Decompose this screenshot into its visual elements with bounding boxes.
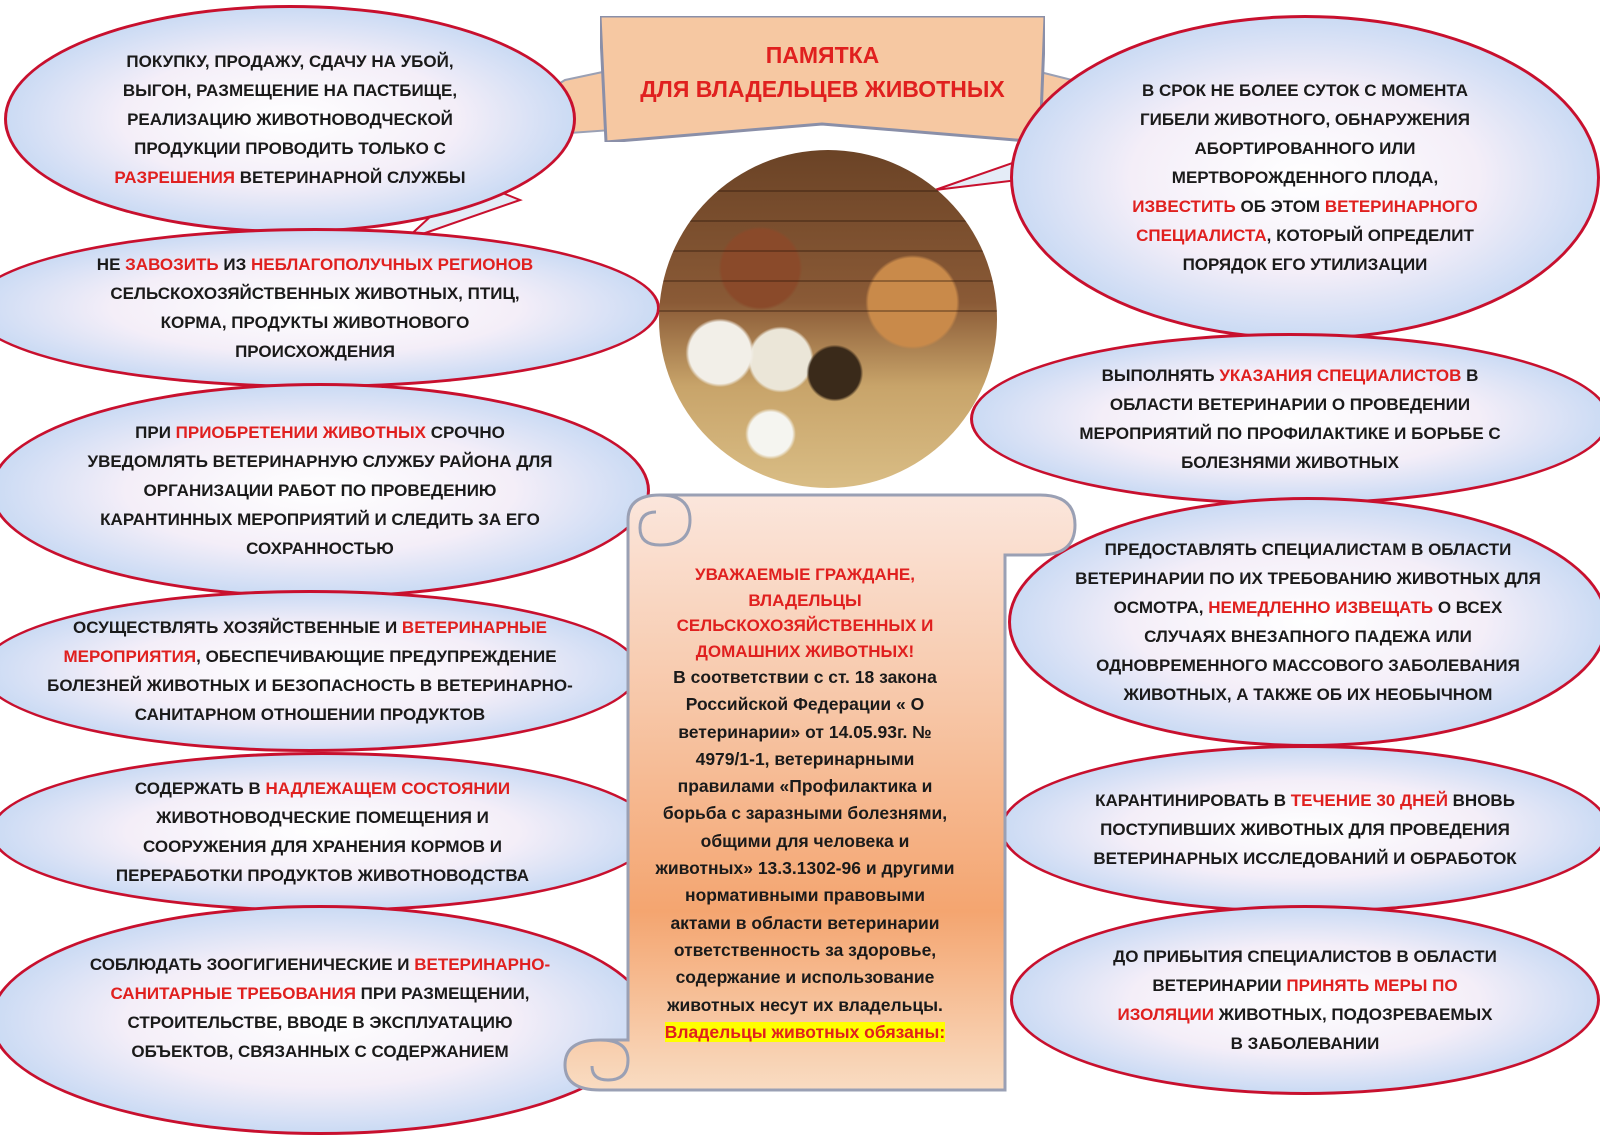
- text-fragment: СТРОИТЕЛЬСТВЕ, ВВОДЕ В ЭКСПЛУАТАЦИЮ: [127, 1013, 513, 1032]
- text-fragment: , ОБЕСПЕЧИВАЮЩИЕ ПРЕДУПРЕЖДЕНИЕ: [196, 647, 557, 666]
- highlight-phrase: РАЗРЕШЕНИЯ: [114, 167, 236, 187]
- text-fragment: РЕАЛИЗАЦИЮ ЖИВОТНОВОДЧЕСКОЙ: [127, 109, 453, 129]
- text-fragment: КАРАНТИНИРОВАТЬ В: [1095, 790, 1291, 810]
- text-fragment: ПОКУПКУ, ПРОДАЖУ, СДАЧУ НА УБОЙ,: [126, 51, 454, 71]
- text-fragment: ОСМОТРА,: [1113, 598, 1209, 617]
- text-fragment: , КОТОРЫЙ ОПРЕДЕЛИТ: [1266, 226, 1474, 245]
- scroll-body-7: общими для человека и: [700, 830, 910, 851]
- scroll-body-8: животных» 13.3.1302-96 и другими: [655, 858, 955, 879]
- text-fragment: ДО ПРИБЫТИЯ СПЕЦИАЛИСТОВ В ОБЛАСТИ: [1113, 947, 1497, 966]
- text-fragment: ОСУЩЕСТВЛЯТЬ ХОЗЯЙСТВЕННЫЕ И: [73, 618, 402, 637]
- text-fragment: ОБЛАСТИ ВЕТЕРИНАРИИ О ПРОВЕДЕНИИ: [1109, 395, 1471, 414]
- scroll-body-5: правилами «Профилактика и: [677, 776, 933, 797]
- text-fragment: ПОСТУПИВШИХ ЖИВОТНЫХ ДЛЯ ПРОВЕДЕНИЯ: [1100, 819, 1510, 839]
- text-fragment: ЖИВОТНЫХ, А ТАКЖЕ ОБ ИХ НЕОБЫЧНОМ: [1123, 685, 1493, 704]
- text-fragment: ОБЪЕКТОВ, СВЯЗАННЫХ С СОДЕРЖАНИЕМ: [131, 1042, 509, 1061]
- text-fragment: БОЛЕЗНЯМИ ЖИВОТНЫХ: [1181, 453, 1399, 472]
- scroll-body-2: Российской Федерации « О: [685, 694, 925, 715]
- title-line-1: ПАМЯТКА: [765, 42, 880, 68]
- scroll-body-6: борьба с заразными болезнями,: [662, 803, 948, 824]
- highlight-phrase: УКАЗАНИЯ СПЕЦИАЛИСТОВ: [1219, 366, 1462, 385]
- highlight-phrase: ВЕТЕРИНАРНОГО: [1324, 197, 1478, 216]
- text-fragment: ПРОДУКЦИИ ПРОВОДИТЬ ТОЛЬКО С: [134, 138, 446, 158]
- scroll-heading-2: ВЛАДЕЛЬЦЫ: [748, 590, 862, 610]
- text-fragment: ПРИ РАЗМЕЩЕНИИ,: [355, 984, 530, 1003]
- highlight-phrase: ТЕЧЕНИЕ 30 ДНЕЙ: [1290, 790, 1448, 810]
- text-fragment: НЕ: [96, 255, 126, 274]
- scroll-body-9: нормативными правовыми: [685, 885, 925, 906]
- text-fragment: САНИТАРНОМ ОТНОШЕНИИ ПРОДУКТОВ: [134, 705, 486, 724]
- text-fragment: СООРУЖЕНИЯ ДЛЯ ХРАНЕНИЯ КОРМОВ И: [143, 837, 502, 856]
- text-fragment: КОРМА, ПРОДУКТЫ ЖИВОТНОВОГО: [160, 313, 470, 332]
- text-fragment: ЖИВОТНОВОДЧЕСКИЕ ПОМЕЩЕНИЯ И: [156, 808, 489, 827]
- text-fragment: СОБЛЮДАТЬ ЗООГИГИЕНИЧЕСКИЕ И: [89, 955, 415, 974]
- text-fragment: ВЕТЕРИНАРНОЙ СЛУЖБЫ: [235, 167, 466, 187]
- text-fragment: СЛУЧАЯХ ВНЕЗАПНОГО ПАДЕЖА ИЛИ: [1144, 627, 1472, 646]
- text-fragment: ОБ ЭТОМ: [1235, 197, 1325, 216]
- scroll-body-13: животных несут их владельцы.: [667, 994, 943, 1015]
- scroll-heading-3: СЕЛЬСКОХОЗЯЙСТВЕННЫХ И: [676, 616, 934, 635]
- text-fragment: СЕЛЬСКОХОЗЯЙСТВЕННЫХ ЖИВОТНЫХ, ПТИЦ,: [110, 284, 520, 303]
- text-fragment: ОРГАНИЗАЦИИ РАБОТ ПО ПРОВЕДЕНИЮ: [143, 481, 497, 500]
- scroll-body-11: ответственность за здоровье,: [673, 939, 937, 960]
- highlight-phrase: НЕМЕДЛЕННО ИЗВЕЩАТЬ: [1208, 598, 1434, 617]
- text-fragment: ВЫГОН, РАЗМЕЩЕНИЕ НА ПАСТБИЩЕ,: [122, 80, 458, 100]
- text-fragment: ИЗ: [218, 255, 251, 274]
- scroll-body-1: В соответствии с ст. 18 закона: [673, 667, 937, 687]
- title-line-2: ДЛЯ ВЛАДЕЛЬЦЕВ ЖИВОТНЫХ: [640, 76, 1005, 102]
- text-fragment: МЕРТВОРОЖДЕННОГО ПЛОДА,: [1171, 168, 1439, 187]
- text-fragment: БОЛЕЗНЕЙ ЖИВОТНЫХ И БЕЗОПАСНОСТЬ В ВЕТЕРИНАРНО-: [47, 676, 573, 695]
- text-fragment: УВЕДОМЛЯТЬ ВЕТЕРИНАРНУЮ СЛУЖБУ РАЙОНА ДЛЯ: [87, 452, 553, 471]
- text-fragment: В: [1461, 366, 1479, 385]
- text-fragment: ПЕРЕРАБОТКИ ПРОДУКТОВ ЖИВОТНОВОДСТВА: [115, 866, 530, 885]
- text-fragment: ВЕТЕРИНАРНЫХ ИССЛЕДОВАНИЙ И ОБРАБОТОК: [1093, 848, 1517, 868]
- text-fragment: В ЗАБОЛЕВАНИИ: [1230, 1034, 1380, 1053]
- text-fragment: ВЫПОЛНЯТЬ: [1101, 366, 1220, 385]
- highlight-phrase: МЕРОПРИЯТИЯ: [63, 647, 197, 666]
- highlight-phrase: САНИТАРНЫЕ ТРЕБОВАНИЯ: [110, 984, 356, 1003]
- scroll-body-12: содержание и использование: [675, 967, 935, 988]
- text-fragment: МЕРОПРИЯТИЙ ПО ПРОФИЛАКТИКЕ И БОРЬБЕ С: [1079, 424, 1501, 443]
- text-fragment: ПРИ: [135, 423, 176, 442]
- text-fragment: ПРОИСХОЖДЕНИЯ: [235, 342, 395, 361]
- highlight-phrase: ВЕТЕРИНАРНЫЕ: [401, 618, 547, 637]
- scroll-text: [640, 562, 970, 1046]
- text-fragment: ПРЕДОСТАВЛЯТЬ СПЕЦИАЛИСТАМ В ОБЛАСТИ: [1104, 540, 1512, 559]
- highlight-phrase: ПРИНЯТЬ МЕРЫ ПО: [1286, 976, 1458, 995]
- scroll-body-4: 4979/1-1, ветеринарными: [695, 748, 915, 769]
- text-fragment: ВЕТЕРИНАРИИ: [1152, 976, 1287, 995]
- text-fragment: ГИБЕЛИ ЖИВОТНОГО, ОБНАРУЖЕНИЯ: [1139, 110, 1470, 129]
- text-fragment: ВНОВЬ: [1447, 790, 1515, 810]
- text-fragment: СОХРАННОСТЬЮ: [246, 539, 394, 558]
- highlight-phrase: НАДЛЕЖАЩЕМ СОСТОЯНИИ: [265, 779, 511, 798]
- text-fragment: В СРОК НЕ БОЛЕЕ СУТОК С МОМЕНТА: [1141, 81, 1469, 100]
- text-fragment: СОДЕРЖАТЬ В: [134, 779, 266, 798]
- text-fragment: О ВСЕХ: [1433, 598, 1503, 617]
- highlight-phrase: ИЗОЛЯЦИИ: [1117, 1005, 1214, 1024]
- text-fragment: ОДНОВРЕМЕННОГО МАССОВОГО ЗАБОЛЕВАНИЯ: [1096, 656, 1520, 675]
- highlight-phrase: ИЗВЕСТИТЬ: [1132, 197, 1236, 216]
- highlight-phrase: НЕБЛАГОПОЛУЧНЫХ РЕГИОНОВ: [250, 255, 534, 274]
- text-fragment: КАРАНТИННЫХ МЕРОПРИЯТИЙ И СЛЕДИТЬ ЗА ЕГО: [100, 510, 540, 529]
- text-fragment: СРОЧНО: [426, 423, 505, 442]
- scroll-heading-4: ДОМАШНИХ ЖИВОТНЫХ!: [695, 641, 915, 661]
- highlight-phrase: ВЕТЕРИНАРНО-: [414, 955, 551, 974]
- text-fragment: ВЕТЕРИНАРИИ ПО ИХ ТРЕБОВАНИЮ ЖИВОТНЫХ ДЛЯ: [1075, 569, 1541, 588]
- text-fragment: АБОРТИРОВАННОГО ИЛИ: [1194, 139, 1416, 158]
- highlight-phrase: СПЕЦИАЛИСТА: [1136, 226, 1267, 245]
- scroll-heading-1: УВАЖАЕМЫЕ ГРАЖДАНЕ,: [695, 565, 915, 584]
- highlight-phrase: ЗАВОЗИТЬ: [125, 255, 219, 274]
- scroll-duty-line: Владельцы животных обязаны:: [664, 1021, 946, 1042]
- scroll-body-10: актами в области ветеринарии: [670, 912, 940, 933]
- highlight-phrase: ПРИОБРЕТЕНИИ ЖИВОТНЫХ: [175, 423, 427, 442]
- text-fragment: ПОРЯДОК ЕГО УТИЛИЗАЦИИ: [1182, 255, 1428, 274]
- scroll-body-3: ветеринарии» от 14.05.93г. №: [678, 721, 932, 742]
- text-fragment: ЖИВОТНЫХ, ПОДОЗРЕВАЕМЫХ: [1213, 1005, 1493, 1024]
